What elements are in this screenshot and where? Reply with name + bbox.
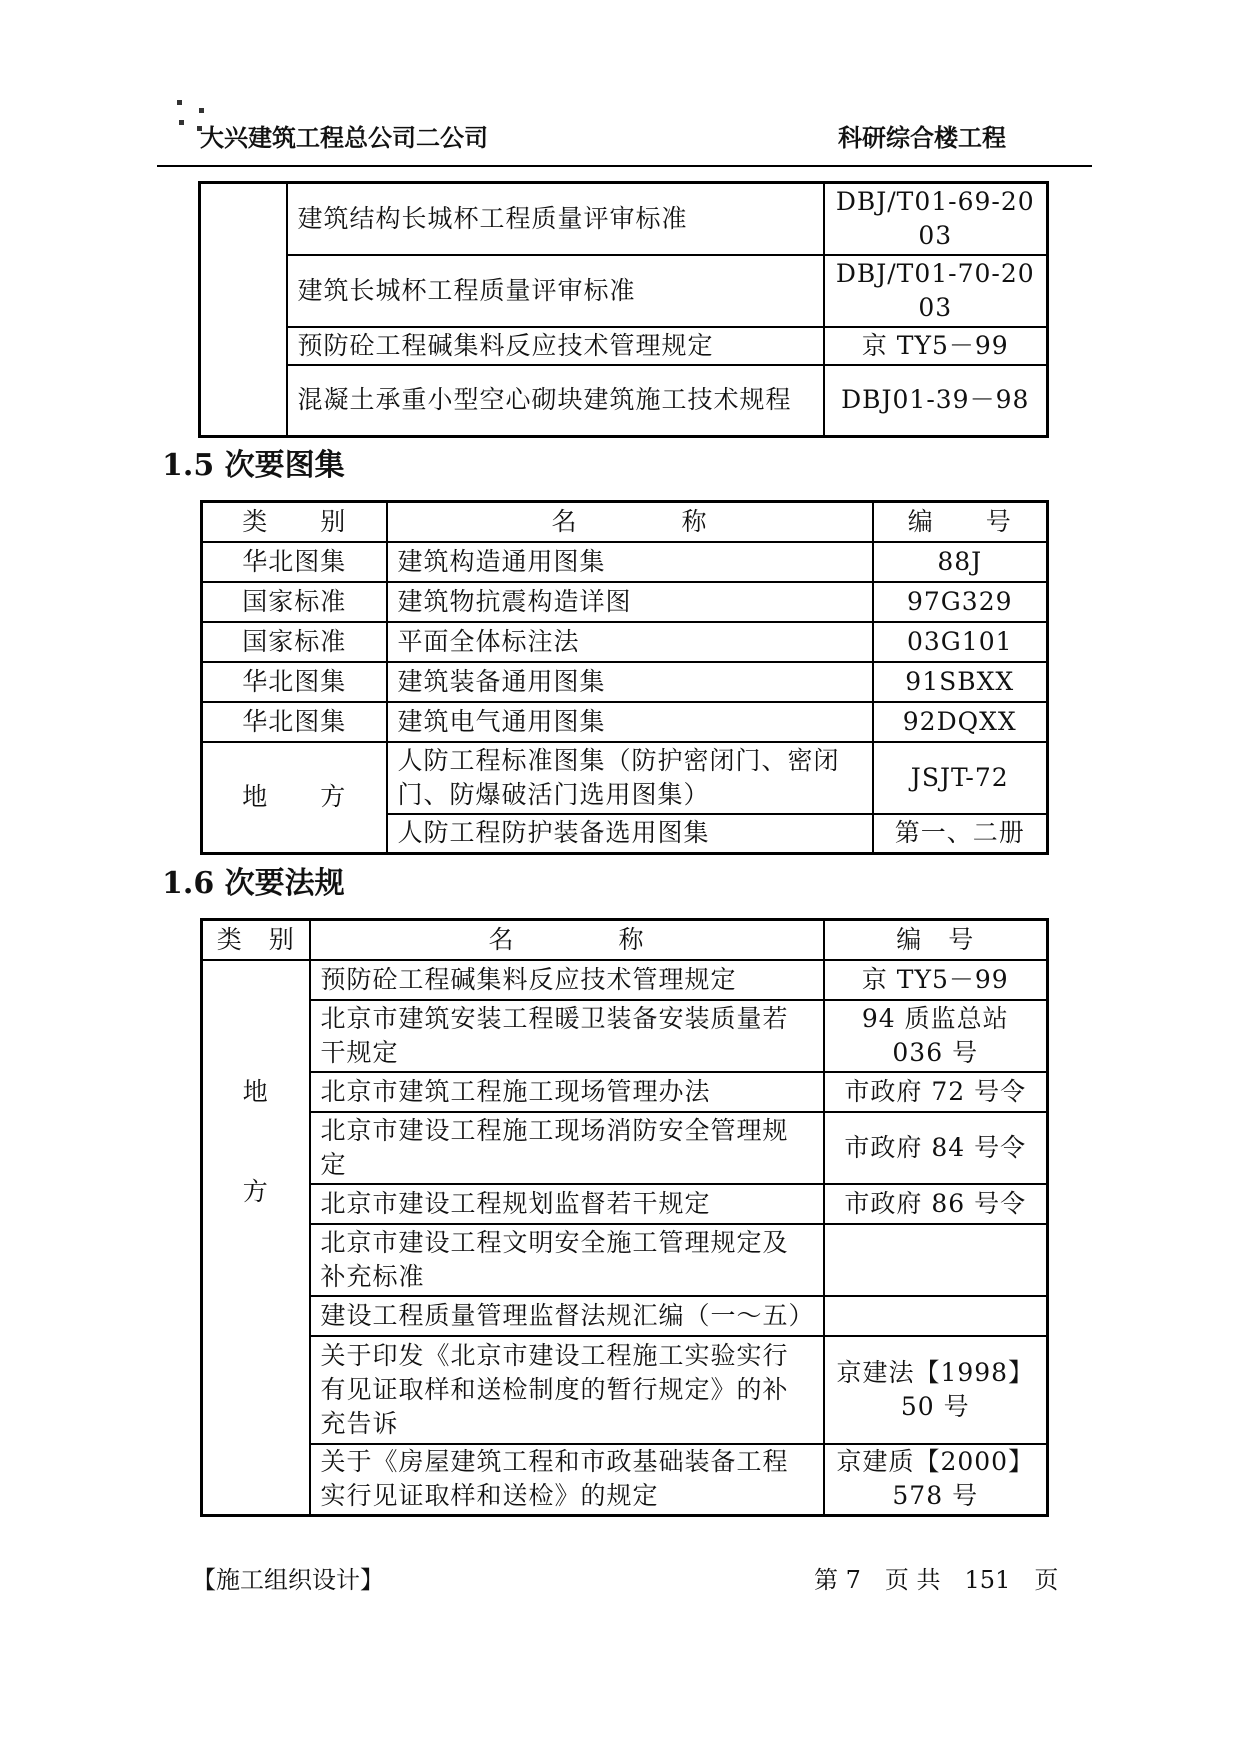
standard-name: 预防砼工程碱集料反应技术管理规定 bbox=[287, 327, 824, 365]
type-cell: 华北图集 bbox=[202, 702, 387, 742]
section-title-1-5: 1.5 次要图集 bbox=[162, 448, 345, 483]
standard-name: 混凝土承重小型空心砌块建筑施工技术规程 bbox=[287, 365, 824, 437]
name-cell: 北京市建设工程施工现场消防安全管理规定 bbox=[310, 1112, 824, 1184]
type-cell: 华北图集 bbox=[202, 542, 387, 582]
name-cell: 建筑装备通用图集 bbox=[387, 662, 873, 702]
code-cell bbox=[824, 1296, 1048, 1336]
atlas-table bbox=[200, 500, 1049, 855]
col-header-code: 编 号 bbox=[873, 502, 1048, 542]
code-cell: JSJT-72 bbox=[873, 742, 1048, 814]
code-cell: 市政府 84 号令 bbox=[824, 1112, 1048, 1184]
name-cell: 建筑电气通用图集 bbox=[387, 702, 873, 742]
standard-name: 建筑长城杯工程质量评审标准 bbox=[287, 255, 824, 327]
standard-code: DBJ/T01-70-2003 bbox=[824, 255, 1048, 327]
name-cell: 建筑物抗震构造详图 bbox=[387, 582, 873, 622]
section-title-1-6: 1.6 次要法规 bbox=[162, 866, 345, 901]
table-row bbox=[202, 1072, 1048, 1112]
table-row bbox=[202, 1112, 1048, 1184]
table-row bbox=[202, 1444, 1048, 1516]
col-header-type: 类 别 bbox=[202, 920, 310, 960]
name-cell: 北京市建筑安装工程暖卫装备安装质量若干规定 bbox=[310, 1000, 824, 1072]
name-cell: 建设工程质量管理监督法规汇编（一～五） bbox=[310, 1296, 824, 1336]
company-name: 大兴建筑工程总公司二公司 bbox=[200, 123, 488, 152]
table-row bbox=[200, 327, 1048, 365]
name-cell: 人防工程防护装备选用图集 bbox=[387, 814, 873, 854]
type-cell bbox=[202, 960, 310, 1516]
code-cell: 92DQXX bbox=[873, 702, 1048, 742]
col-header-code: 编 号 bbox=[824, 920, 1048, 960]
standard-code: 京 TY5－99 bbox=[824, 327, 1048, 365]
table-row bbox=[202, 742, 1048, 814]
type-cell: 地 方 bbox=[202, 742, 387, 854]
name-cell: 建筑构造通用图集 bbox=[387, 542, 873, 582]
code-cell: 91SBXX bbox=[873, 662, 1048, 702]
name-cell: 人防工程标准图集（防护密闭门、密闭门、防爆破活门选用图集） bbox=[387, 742, 873, 814]
table-header-row bbox=[202, 502, 1048, 542]
table-row bbox=[202, 1296, 1048, 1336]
table-row bbox=[200, 365, 1048, 437]
name-cell: 北京市建筑工程施工现场管理办法 bbox=[310, 1072, 824, 1112]
type-cell: 国家标准 bbox=[202, 622, 387, 662]
code-cell: 市政府 72 号令 bbox=[824, 1072, 1048, 1112]
type-cell: 国家标准 bbox=[202, 582, 387, 622]
type-label-bottom: 方 bbox=[242, 1177, 269, 1207]
table-row bbox=[202, 622, 1048, 662]
table-row bbox=[202, 702, 1048, 742]
table-row bbox=[200, 183, 1048, 255]
type-label-top: 地 bbox=[242, 1077, 269, 1107]
table-row bbox=[202, 960, 1048, 1000]
footer-page-number: 第 7 页 共 151 页 bbox=[814, 1566, 1059, 1594]
table-row bbox=[202, 1000, 1048, 1072]
code-cell: 市政府 86 号令 bbox=[824, 1184, 1048, 1224]
standard-code: DBJ/T01-69-2003 bbox=[824, 183, 1048, 255]
type-cell: 华北图集 bbox=[202, 662, 387, 702]
project-name: 科研综合楼工程 bbox=[838, 123, 1006, 152]
col-header-name: 名 称 bbox=[387, 502, 873, 542]
col-header-type: 类 别 bbox=[202, 502, 387, 542]
category-cell bbox=[200, 183, 287, 437]
regulations-table bbox=[200, 918, 1049, 1517]
table-row bbox=[202, 1184, 1048, 1224]
table-row bbox=[202, 1336, 1048, 1444]
footer-doc-title: 【施工组织设计】 bbox=[192, 1566, 384, 1594]
name-cell: 平面全体标注法 bbox=[387, 622, 873, 662]
code-cell: 88J bbox=[873, 542, 1048, 582]
col-header-name: 名 称 bbox=[310, 920, 824, 960]
standards-table-continued bbox=[198, 181, 1049, 438]
table-header-row bbox=[202, 920, 1048, 960]
name-cell: 北京市建设工程规划监督若干规定 bbox=[310, 1184, 824, 1224]
table-row bbox=[202, 1224, 1048, 1296]
table-row bbox=[200, 255, 1048, 327]
name-cell: 北京市建设工程文明安全施工管理规定及补充标准 bbox=[310, 1224, 824, 1296]
code-cell: 京建质【2000】578 号 bbox=[824, 1444, 1048, 1516]
code-cell: 京建法【1998】50 号 bbox=[824, 1336, 1048, 1444]
code-cell: 03G101 bbox=[873, 622, 1048, 662]
code-cell: 第一、二册 bbox=[873, 814, 1048, 854]
standard-code: DBJ01-39－98 bbox=[824, 365, 1048, 437]
header-divider bbox=[157, 165, 1092, 167]
code-cell bbox=[824, 1224, 1048, 1296]
name-cell: 关于《房屋建筑工程和市政基础装备工程实行见证取样和送检》的规定 bbox=[310, 1444, 824, 1516]
name-cell: 预防砼工程碱集料反应技术管理规定 bbox=[310, 960, 824, 1000]
table-row bbox=[202, 662, 1048, 702]
code-cell: 97G329 bbox=[873, 582, 1048, 622]
code-cell: 京 TY5－99 bbox=[824, 960, 1048, 1000]
standard-name: 建筑结构长城杯工程质量评审标准 bbox=[287, 183, 824, 255]
code-cell: 94 质监总站 036 号 bbox=[824, 1000, 1048, 1072]
table-row bbox=[202, 542, 1048, 582]
name-cell: 关于印发《北京市建设工程施工实验实行有见证取样和送检制度的暂行规定》的补充告诉 bbox=[310, 1336, 824, 1444]
table-row bbox=[202, 582, 1048, 622]
